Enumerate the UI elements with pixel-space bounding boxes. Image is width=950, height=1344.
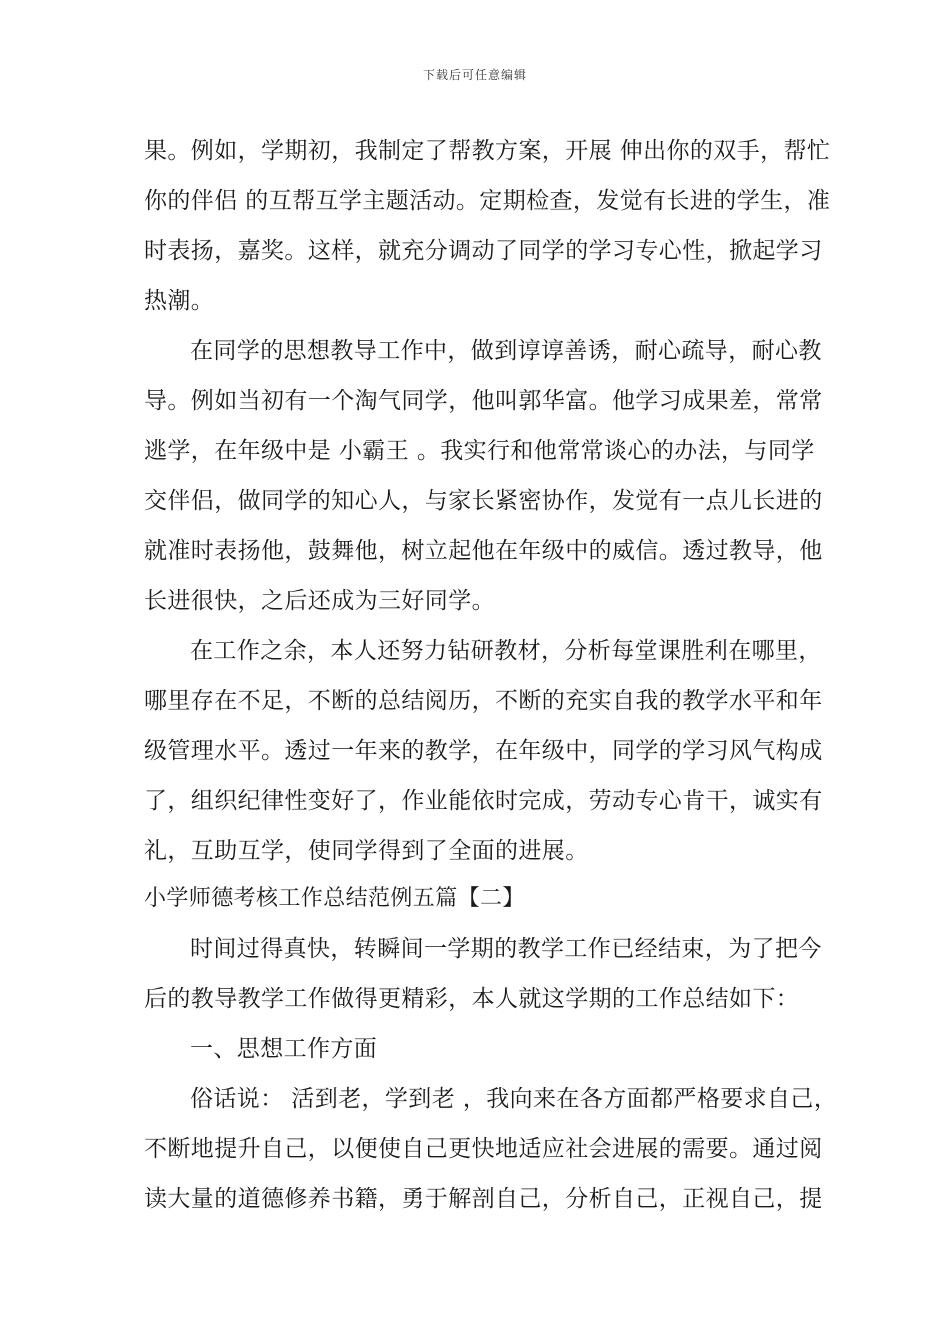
body-line: 读大量的道德修养书籍，勇于解剖自己，分析自己，正视自己，提: [144, 1186, 823, 1212]
body-line: 就准时表扬他，鼓舞他，树立起他在年级中的威信。透过教导，他: [144, 538, 823, 564]
body-line: 了，组织纪律性变好了，作业能依时完成，劳动专心肯干，诚实有: [144, 788, 823, 814]
body-line: 时表扬，嘉奖。这样，就充分调动了同学的学习专心性，掀起学习: [144, 238, 823, 264]
body-line: 俗话说： 活到老，学到老 ，我向来在各方面都严格要求自己，: [190, 1086, 838, 1112]
body-line: 导。例如当初有一个淘气同学，他叫郭华富。他学习成果差，常常: [144, 388, 823, 414]
body-line: 不断地提升自己，以便使自己更快地适应社会进展的需要。通过阅: [144, 1136, 823, 1162]
body-line: 热潮。: [144, 288, 215, 314]
body-line: 交伴侣，做同学的知心人，与家长紧密协作，发觉有一点儿长进的: [144, 488, 823, 514]
body-line: 哪里存在不足，不断的总结阅历，不断的充实自我的教学水平和年: [144, 688, 823, 714]
body-line: 在工作之余，本人还努力钻研教材，分析每堂课胜利在哪里，: [190, 638, 822, 664]
body-line: 礼，互助互学，使同学得到了全面的进展。: [144, 838, 589, 864]
body-line: 果。例如，学期初，我制定了帮教方案，开展 伸出你的双手，帮忙: [144, 138, 831, 164]
body-line: 后的教导教学工作做得更精彩，本人就这学期的工作总结如下：: [144, 986, 800, 1012]
body-line: 级管理水平。透过一年来的教学，在年级中，同学的学习风气构成: [144, 738, 823, 764]
body-line: 长进很快，之后还成为三好同学。: [144, 588, 495, 614]
section-heading: 小学师德考核工作总结范例五篇【二】: [144, 886, 525, 911]
body-line: 逃学，在年级中是 小霸王 。我实行和他常常谈心的办法，与同学: [144, 438, 815, 464]
body-line: 在同学的思想教导工作中，做到谆谆善诱，耐心疏导，耐心教: [190, 338, 822, 364]
page-header-note: 下载后可任意编辑: [422, 68, 527, 82]
body-line: 你的伴侣 的互帮互学主题活动。定期检查，发觉有长进的学生，准: [144, 188, 831, 214]
subsection-heading: 一、思想工作方面: [190, 1036, 378, 1062]
body-line: 时间过得真快，转瞬间一学期的教学工作已经结束，为了把今: [190, 936, 822, 962]
